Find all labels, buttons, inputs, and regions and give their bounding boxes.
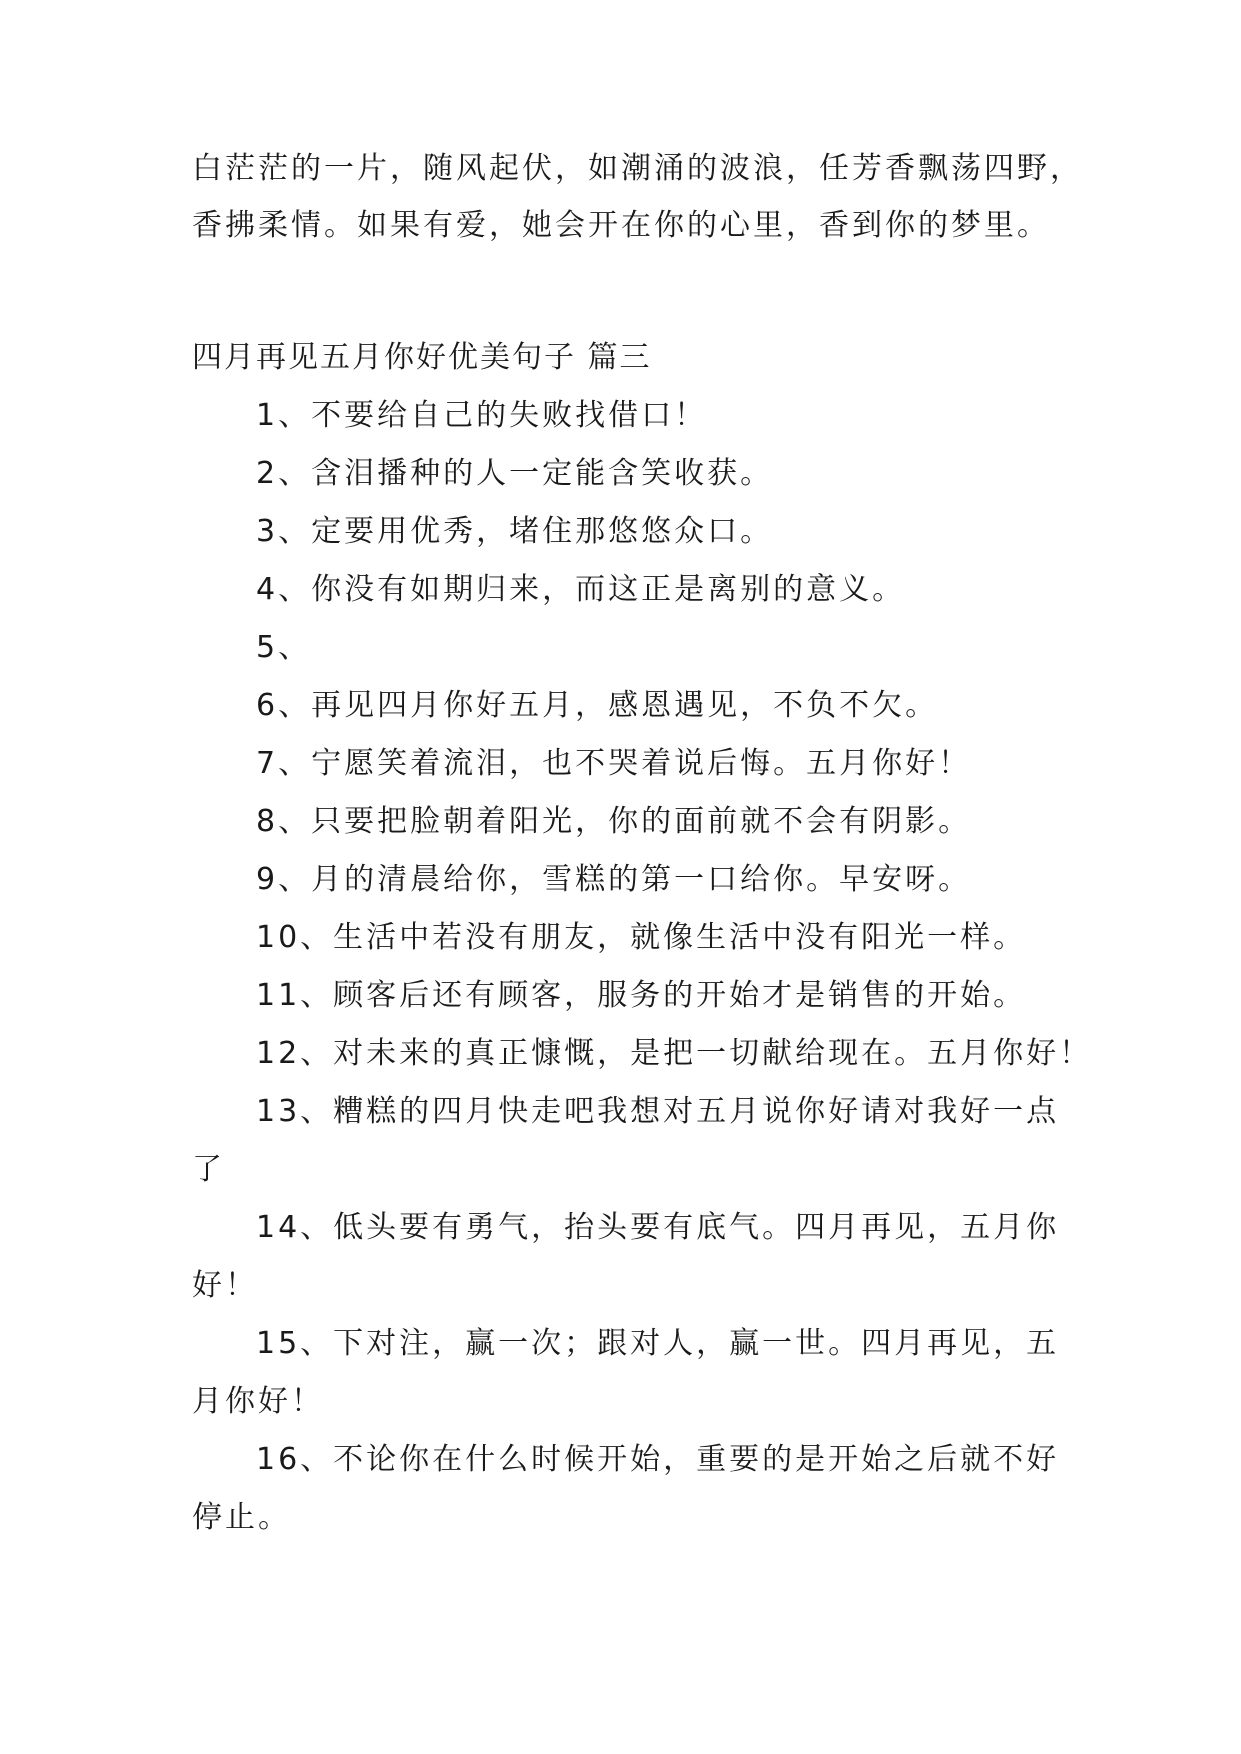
list-item-9: 9、月的清晨给你，雪糕的第一口给你。早安呀。 [256,862,972,897]
list-item-2: 2、含泪播种的人一定能含笑收获。 [256,456,774,491]
list-item-6: 6、再见四月你好五月，感恩遇见，不负不欠。 [256,688,939,723]
list-item-7: 7、宁愿笑着流泪，也不哭着说后悔。五月你好！ [256,746,972,781]
list-item-13-continuation: 了 [192,1152,225,1187]
list-item-15: 15、下对注，赢一次；跟对人，赢一世。四月再见，五 [256,1326,1060,1361]
list-item-16-continuation: 停止。 [192,1500,291,1535]
list-item-13: 13、糟糕的四月快走吧我想对五月说你好请对我好一点 [256,1094,1060,1129]
list-item-14: 14、低头要有勇气，抬头要有底气。四月再见，五月你 [256,1210,1060,1245]
section-title: 四月再见五月你好优美句子 篇三 [192,340,652,375]
list-item-15-continuation: 月你好！ [192,1384,324,1419]
list-item-3: 3、定要用优秀，堵住那悠悠众口。 [256,514,774,549]
list-item-1: 1、不要给自己的失败找借口！ [256,398,708,433]
list-item-8: 8、只要把脸朝着阳光，你的面前就不会有阴影。 [256,804,972,839]
list-item-5: 5、 [256,630,312,665]
list-item-4: 4、你没有如期归来，而这正是离别的意义。 [256,572,906,607]
list-item-12: 12、对未来的真正慷慨，是把一切献给现在。五月你好！ [256,1036,1093,1071]
list-item-16: 16、不论你在什么时候开始，重要的是开始之后就不好 [256,1442,1060,1477]
list-item-10: 10、生活中若没有朋友，就像生活中没有阳光一样。 [256,920,1027,955]
intro-line-1: 白茫茫的一片，随风起伏，如潮涌的波浪，任芳香飘荡四野， [192,151,1083,186]
list-item-11: 11、顾客后还有顾客，服务的开始才是销售的开始。 [256,978,1027,1013]
list-item-14-continuation: 好！ [192,1268,258,1303]
intro-line-2: 香拂柔情。如果有爱，她会开在你的心里，香到你的梦里。 [192,208,1050,243]
